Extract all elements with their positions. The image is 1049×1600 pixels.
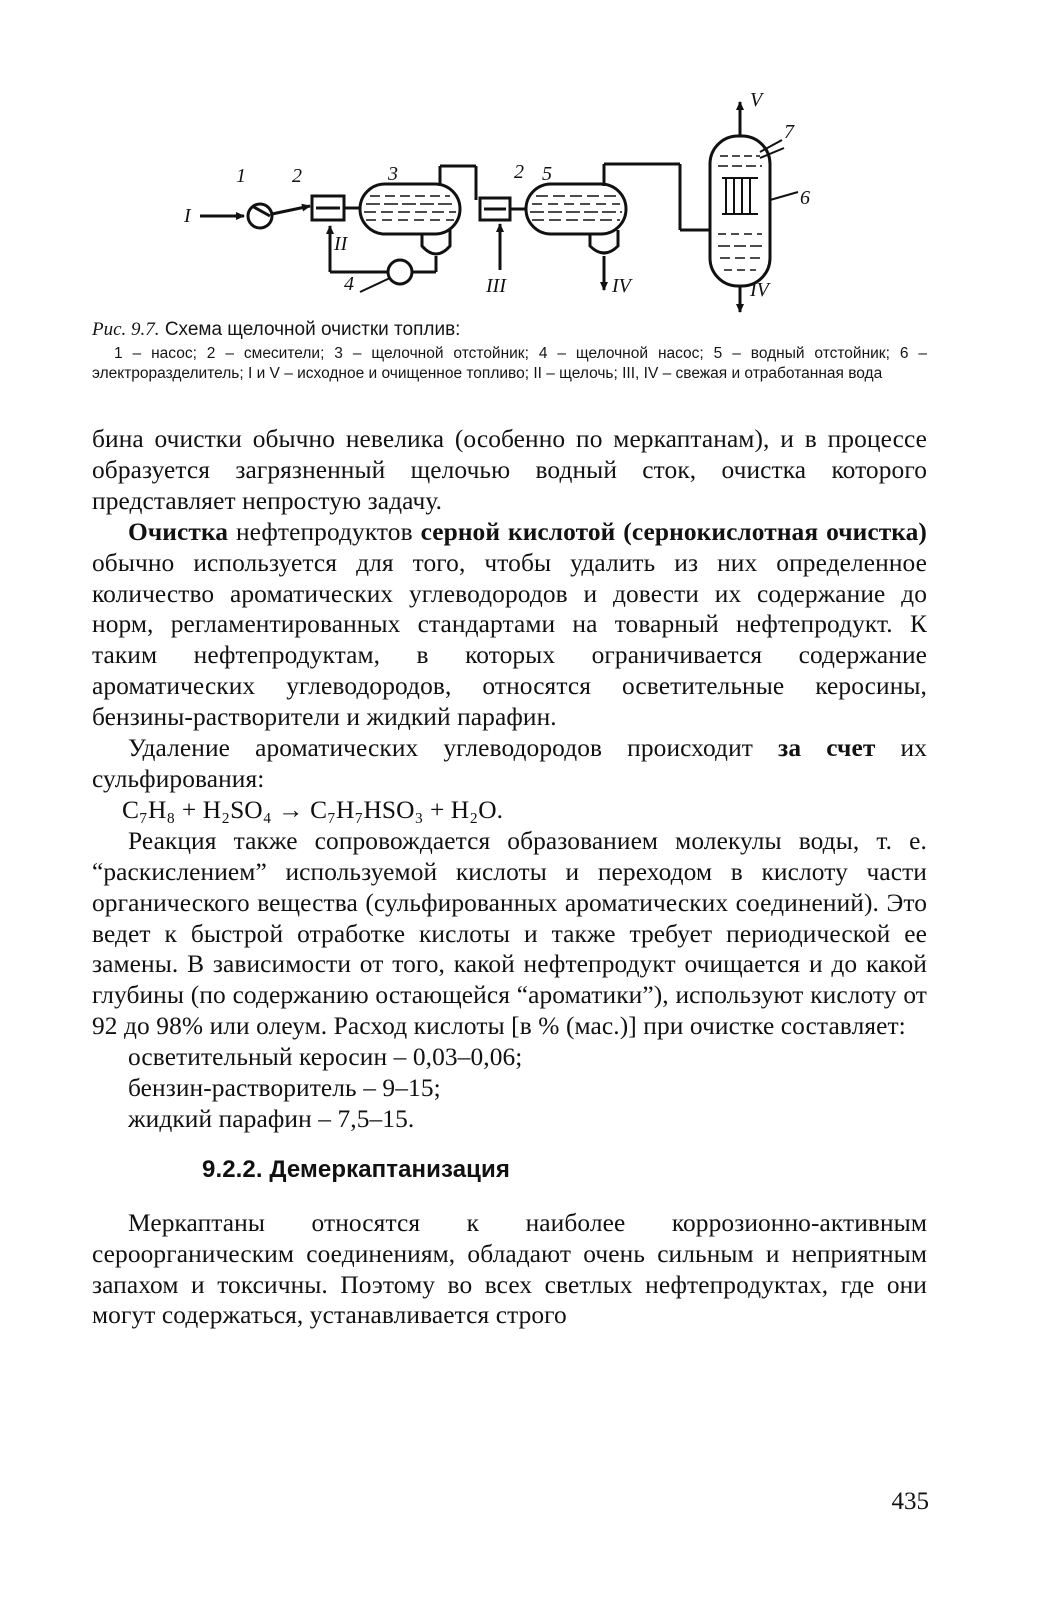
list-item: осветительный керосин – 0,03–0,06; xyxy=(128,1043,523,1072)
label-stream-V: V xyxy=(750,89,763,111)
alkaline-settler-3 xyxy=(360,184,460,234)
paragraph-3: Удаление ароматических углеводородов происходит за счет их сульфирования: xyxy=(92,734,927,793)
label-stream-I: I xyxy=(184,205,191,227)
bold-term-3: за счет xyxy=(778,734,876,763)
paragraph-2: Очистка нефтепродуктов серной кислотой (сернокислотная очистка) обычно используется для того, чтобы удалить из них определенное количество ароматических углеводородов и довести их содержание до норм, регламентированных стандартами на товарный нефтепродукт. К таким нефтепродуктам, в которых ограничивается содержание ароматических углеводородов, относятся осветительные керосины, бензины-растворители и жидкий парафин. xyxy=(92,517,927,732)
caption-prefix: Рис. 9.7. xyxy=(92,319,160,340)
label-stream-IV-a: IV xyxy=(612,275,631,297)
paragraph-1: бина очистки обычно невелика (особенно по меркаптанам), и в процессе образуется загрязненный щелочью водный сток, очистка которого представляет непростую задачу. xyxy=(92,425,927,515)
label-2a: 2 xyxy=(292,165,302,187)
bold-term-2: серной кислотой (сернокислотная очистка) xyxy=(420,517,927,546)
figure-caption xyxy=(92,318,927,384)
water-settler-5 xyxy=(526,184,626,234)
consumption-list xyxy=(92,1042,927,1135)
list-item: жидкий парафин – 7,5–15. xyxy=(128,1104,415,1133)
label-1: 1 xyxy=(236,165,246,187)
body-text xyxy=(92,424,927,1331)
label-7: 7 xyxy=(784,121,794,143)
label-3: 3 xyxy=(388,163,398,185)
caption-title-line xyxy=(92,318,927,342)
bold-term-1: Очистка xyxy=(128,517,229,546)
label-2b: 2 xyxy=(514,161,524,183)
label-5: 5 xyxy=(542,163,552,185)
page-number: 435 xyxy=(891,1488,929,1515)
section-heading: 9.2.2. Демеркаптанизация xyxy=(202,1155,510,1183)
paragraph-5: Меркаптаны относятся к наиболее коррозионно-активным сероорганическим соединениям, обладают очень сильным и неприятным запахом и токсичны. Поэтому во всех светлых нефтепродуктах, где они могут содержаться, устанавливается строго xyxy=(92,1208,927,1330)
list-item: бензин-растворитель – 9–15; xyxy=(128,1074,441,1103)
scheme-diagram xyxy=(160,80,860,320)
label-stream-II: II xyxy=(334,233,348,255)
label-4: 4 xyxy=(344,273,354,295)
label-6: 6 xyxy=(800,187,810,209)
caption-legend: 1 – насос; 2 – смесители; 3 – щелочной отстойник; 4 – щелочной насос; 5 – водный отстойник; 6 – электроразделитель; I и V – исходное и очищенное топливо; II – щелочь; III, IV – свежая и отработанная вода xyxy=(92,345,927,382)
alkaline-pump-4 xyxy=(388,260,412,284)
label-stream-IV-b: IV xyxy=(750,279,769,301)
label-stream-III: III xyxy=(486,275,506,297)
caption-title: Схема щелочной очистки топлив: xyxy=(164,319,461,340)
paragraph-4: Реакция также сопровождается образованием молекулы воды, т. е. “раскислением” используемой кислоты и переходом в кислоту части органического вещества (сульфированных ароматических соединений). Это ведет к быстрой отработке кислоты и также требует периодической ее замены. В зависимости от того, какой нефтепродукт очищается и до какой глубины (по содержанию остающейся “ароматики”), используют кислоту от 92 до 98% или олеум. Расход кислоты [в % (мас.)] при очистке составляет: xyxy=(92,826,927,1041)
reaction-formula: C₇H₈ + H₂SO₄ → C₇H₇HSO₃ + H₂O. xyxy=(122,795,504,824)
